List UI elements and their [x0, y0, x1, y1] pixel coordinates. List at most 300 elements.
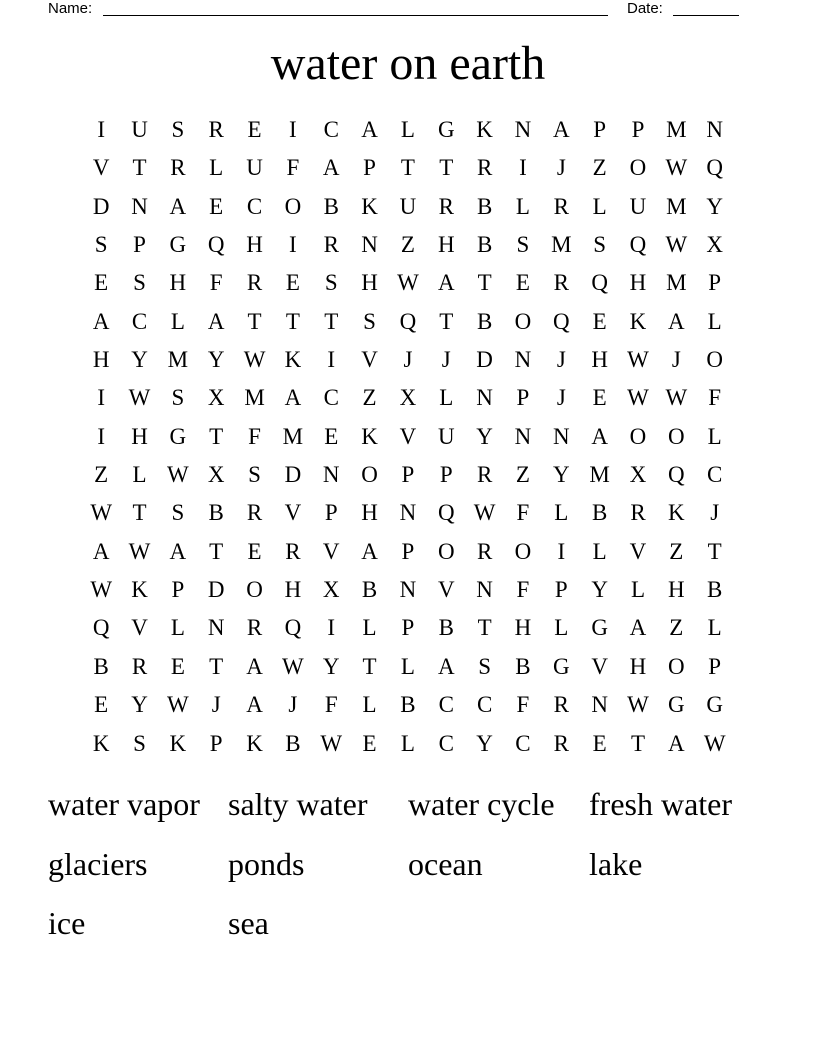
grid-letter: C — [438, 692, 454, 718]
grid-letter: P — [593, 117, 607, 142]
worksheet-header — [0, 0, 816, 20]
grid-letter: T — [247, 308, 262, 334]
grid-letter: X — [399, 385, 417, 411]
grid-letter: E — [94, 270, 109, 296]
word-list-item: glaciers — [48, 845, 148, 882]
grid-letter: K — [284, 347, 302, 373]
grid-letter: J — [671, 347, 681, 373]
grid-letter: G — [437, 117, 455, 142]
grid-letter: B — [285, 730, 301, 756]
grid-letter: T — [362, 653, 377, 679]
grid-letter: O — [514, 538, 532, 564]
grid-letter: P — [363, 155, 376, 181]
grid-letter: U — [437, 423, 455, 449]
grid-letter: B — [93, 653, 109, 679]
grid-letter: S — [171, 117, 185, 142]
grid-letter: C — [515, 730, 531, 756]
grid-letter: V — [92, 155, 110, 181]
grid-letter: L — [209, 155, 224, 181]
grid-letter: F — [286, 155, 300, 181]
grid-letter: D — [92, 193, 110, 219]
grid-letter: L — [707, 423, 722, 449]
grid-letter: M — [282, 423, 304, 449]
grid-letter: Y — [706, 193, 723, 219]
grid-letter: N — [514, 117, 532, 142]
grid-letter: W — [243, 347, 266, 373]
grid-letter: A — [284, 385, 302, 411]
grid-letter: L — [439, 385, 454, 411]
grid-letter: W — [703, 730, 726, 756]
grid-letter: A — [361, 117, 378, 142]
grid-letter: Y — [322, 653, 340, 679]
grid-letter: P — [708, 653, 722, 679]
word-list-item: ocean — [408, 845, 483, 882]
grid-letter: R — [553, 193, 569, 219]
grid-letter: S — [478, 653, 491, 679]
grid-letter: S — [516, 232, 530, 258]
word-search-grid — [82, 111, 734, 763]
grid-letter: V — [437, 577, 455, 603]
grid-letter: E — [247, 117, 262, 142]
grid-letter: F — [516, 577, 530, 603]
grid-letter: T — [400, 155, 415, 181]
grid-letter: P — [516, 385, 530, 411]
grid-letter: Z — [94, 462, 109, 488]
grid-letter: M — [167, 347, 189, 373]
grid-letter: K — [92, 730, 110, 756]
word-list-item: water cycle — [408, 786, 555, 822]
grid-letter: A — [591, 423, 608, 449]
grid-letter: B — [476, 308, 493, 334]
grid-letter: K — [361, 423, 378, 449]
grid-letter: E — [592, 385, 607, 411]
grid-letter: R — [553, 270, 569, 296]
word-list-item: sea — [228, 905, 269, 941]
grid-letter: W — [665, 155, 688, 181]
grid-letter: N — [706, 117, 723, 142]
grid-letter: O — [629, 155, 647, 181]
grid-letter: P — [401, 615, 415, 641]
grid-letter: N — [476, 577, 493, 603]
grid-letter: Y — [131, 347, 148, 373]
grid-letter: W — [627, 385, 649, 411]
grid-letter: P — [439, 462, 453, 488]
grid-letter: R — [630, 500, 646, 526]
grid-letter: J — [556, 347, 566, 373]
grid-letter: I — [327, 347, 336, 373]
grid-letter: R — [246, 270, 263, 296]
grid-letter: E — [515, 270, 530, 296]
grid-letter: R — [553, 692, 569, 718]
grid-letter: Q — [591, 270, 608, 296]
grid-letter: A — [246, 692, 263, 718]
grid-letter: W — [128, 538, 151, 564]
grid-letter: L — [592, 193, 607, 219]
grid-letter: L — [362, 692, 377, 718]
grid-letter: L — [592, 538, 607, 564]
grid-letter: K — [131, 577, 148, 603]
grid-letter: X — [322, 577, 340, 603]
grid-letter: P — [554, 577, 568, 603]
grid-letter: W — [128, 385, 151, 411]
grid-letter: K — [361, 193, 378, 219]
grid-letter: I — [557, 538, 566, 564]
grid-letter: W — [167, 462, 189, 488]
grid-letter: A — [207, 308, 225, 334]
grid-letter: T — [707, 538, 722, 564]
grid-letter: T — [209, 423, 224, 449]
grid-letter: C — [707, 462, 723, 488]
grid-letter: Y — [591, 577, 608, 603]
grid-letter: X — [207, 385, 225, 411]
grid-letter: N — [552, 423, 570, 449]
grid-letter: C — [323, 385, 339, 411]
grid-letter: W — [473, 500, 496, 526]
word-list-item: water vapor — [48, 786, 200, 822]
grid-letter: O — [361, 462, 378, 488]
grid-letter: B — [400, 692, 416, 718]
grid-letter: U — [629, 193, 647, 219]
grid-letter: D — [207, 577, 225, 603]
grid-letter: N — [131, 193, 148, 219]
grid-letter: L — [400, 117, 415, 142]
grid-letter: F — [516, 500, 530, 526]
grid-letter: W — [90, 577, 113, 603]
grid-letter: O — [437, 538, 455, 564]
grid-letter: L — [630, 577, 646, 603]
grid-letter: O — [668, 423, 685, 449]
grid-letter: A — [246, 653, 263, 679]
grid-letter: Q — [284, 615, 302, 641]
word-list-item: salty water — [228, 786, 368, 822]
word-list-item: ice — [48, 905, 86, 941]
grid-letter: R — [438, 193, 454, 219]
grid-letter: T — [285, 308, 300, 334]
grid-letter: F — [248, 423, 261, 449]
grid-letter: Q — [668, 462, 685, 488]
grid-letter: Q — [437, 500, 455, 526]
grid-letter: Y — [207, 347, 225, 373]
grid-letter: A — [552, 117, 570, 142]
page-title: water on earth — [270, 37, 546, 90]
grid-letter: Z — [400, 232, 415, 258]
grid-letter: R — [476, 538, 493, 564]
grid-letter: V — [591, 653, 608, 679]
grid-letter: I — [519, 155, 527, 181]
grid-letter: T — [209, 538, 224, 564]
grid-letter: W — [397, 270, 419, 296]
word-list-item: ponds — [228, 845, 305, 882]
grid-letter: X — [706, 232, 723, 258]
grid-letter: Z — [592, 155, 607, 181]
grid-letter: A — [668, 730, 685, 756]
word-list-item: fresh water — [589, 786, 733, 822]
grid-letter: L — [132, 462, 147, 488]
grid-letter: N — [399, 577, 417, 603]
grid-letter: S — [94, 232, 108, 258]
grid-letter: J — [556, 155, 566, 181]
grid-letter: L — [400, 730, 415, 756]
grid-letter: H — [169, 270, 187, 296]
grid-letter: T — [630, 730, 646, 756]
grid-letter: E — [592, 730, 607, 756]
grid-letter: V — [131, 615, 148, 641]
grid-letter: L — [707, 615, 722, 641]
grid-letter: U — [246, 155, 263, 181]
grid-letter: P — [631, 117, 645, 142]
grid-letter: H — [131, 423, 148, 449]
grid-letter: C — [131, 308, 148, 334]
grid-letter: N — [399, 500, 417, 526]
grid-letter: Q — [207, 232, 225, 258]
grid-letter: H — [437, 232, 455, 258]
grid-letter: T — [477, 615, 492, 641]
grid-letter: I — [97, 385, 105, 411]
grid-letter: A — [361, 538, 378, 564]
grid-letter: G — [169, 423, 187, 449]
grid-letter: B — [361, 577, 378, 603]
grid-letter: E — [285, 270, 300, 296]
grid-letter: O — [706, 347, 723, 373]
grid-letter: M — [666, 270, 687, 296]
grid-letter: B — [476, 193, 493, 219]
grid-letter: E — [362, 730, 377, 756]
grid-letter: O — [246, 577, 263, 603]
grid-letter: O — [284, 193, 302, 219]
grid-letter: V — [322, 538, 340, 564]
grid-letter: M — [244, 385, 265, 411]
grid-letter: D — [284, 462, 302, 488]
grid-letter: P — [708, 270, 722, 296]
grid-letter: C — [476, 692, 493, 718]
grid-letter: A — [437, 653, 455, 679]
grid-letter: N — [514, 347, 532, 373]
grid-letter: K — [246, 730, 263, 756]
grid-letter: Q — [629, 232, 647, 258]
grid-letter: A — [668, 308, 685, 334]
grid-letter: S — [593, 232, 607, 258]
grid-letter: H — [92, 347, 110, 373]
grid-letter: Z — [362, 385, 377, 411]
grid-letter: J — [556, 385, 566, 411]
grid-letter: L — [170, 615, 185, 641]
grid-letter: L — [554, 615, 569, 641]
grid-letter: W — [282, 653, 304, 679]
grid-letter: A — [169, 538, 187, 564]
grid-letter: V — [399, 423, 417, 449]
date-label: Date: — [627, 0, 663, 17]
grid-letter: R — [208, 117, 224, 142]
grid-letter: L — [400, 653, 415, 679]
grid-letter: G — [706, 692, 723, 718]
grid-letter: A — [437, 270, 455, 296]
grid-letter: V — [629, 538, 647, 564]
grid-letter: A — [629, 615, 647, 641]
grid-letter: B — [208, 500, 224, 526]
grid-letter: J — [441, 347, 451, 373]
grid-letter: H — [668, 577, 685, 603]
grid-letter: W — [320, 730, 343, 756]
grid-letter: E — [94, 692, 109, 718]
grid-letter: R — [285, 538, 301, 564]
grid-letter: C — [438, 730, 454, 756]
grid-letter: T — [324, 308, 339, 334]
grid-letter: Z — [515, 462, 530, 488]
grid-letter: C — [323, 117, 339, 142]
grid-letter: B — [323, 193, 339, 219]
grid-letter: Z — [669, 538, 684, 564]
grid-letter: Y — [552, 462, 570, 488]
grid-letter: P — [171, 577, 185, 603]
grid-letter: J — [710, 500, 720, 526]
grid-letter: H — [284, 577, 302, 603]
grid-letter: Y — [476, 730, 493, 756]
grid-letter: L — [707, 308, 722, 334]
grid-letter: O — [668, 653, 685, 679]
grid-letter: R — [553, 730, 569, 756]
grid-letter: R — [170, 155, 186, 181]
grid-letter: X — [629, 462, 647, 488]
grid-letter: Y — [131, 692, 148, 718]
grid-letter: U — [399, 193, 417, 219]
grid-letter: J — [288, 692, 298, 718]
grid-letter: T — [132, 500, 147, 526]
grid-letter: S — [171, 385, 185, 411]
grid-letter: P — [324, 500, 338, 526]
grid-letter: W — [665, 232, 688, 258]
grid-letter: N — [476, 385, 493, 411]
grid-letter: B — [515, 653, 531, 679]
grid-letter: S — [171, 500, 185, 526]
grid-letter: H — [591, 347, 608, 373]
grid-letter: M — [666, 117, 687, 142]
grid-letter: E — [209, 193, 224, 219]
grid-letter: B — [591, 500, 608, 526]
grid-letter: N — [591, 692, 608, 718]
grid-letter: M — [666, 193, 687, 219]
grid-letter: U — [131, 117, 148, 142]
grid-letter: Q — [92, 615, 110, 641]
grid-letter: V — [361, 347, 378, 373]
grid-letter: N — [361, 232, 378, 258]
grid-letter: I — [97, 117, 105, 142]
grid-letter: A — [92, 538, 110, 564]
grid-letter: P — [133, 232, 146, 258]
grid-letter: Q — [706, 155, 723, 181]
grid-letter: V — [284, 500, 302, 526]
grid-letter: G — [591, 615, 608, 641]
grid-letter: Q — [399, 308, 417, 334]
grid-letter: K — [629, 308, 647, 334]
word-list-item: lake — [589, 845, 643, 882]
grid-letter: L — [170, 308, 185, 334]
grid-letter: R — [476, 155, 493, 181]
grid-letter: B — [438, 615, 454, 641]
grid-letter: W — [90, 500, 113, 526]
grid-letter: B — [476, 232, 493, 258]
grid-letter: L — [554, 500, 569, 526]
grid-letter: M — [589, 462, 610, 488]
grid-letter: W — [627, 347, 649, 373]
grid-letter: T — [209, 653, 224, 679]
grid-letter: K — [668, 500, 685, 526]
grid-letter: I — [327, 615, 336, 641]
grid-letter: O — [629, 423, 647, 449]
grid-letter: A — [92, 308, 110, 334]
grid-letter: I — [289, 117, 297, 142]
grid-letter: I — [97, 423, 105, 449]
grid-letter: P — [209, 730, 223, 756]
grid-letter: H — [361, 500, 378, 526]
grid-letter: T — [439, 155, 454, 181]
grid-letter: S — [324, 270, 338, 296]
grid-letter: T — [477, 270, 492, 296]
name-blank-line — [103, 15, 608, 16]
grid-letter: L — [515, 193, 530, 219]
grid-letter: W — [167, 692, 189, 718]
name-label: Name: — [48, 0, 93, 17]
grid-letter: S — [133, 730, 146, 756]
grid-letter: T — [439, 308, 454, 334]
grid-letter: E — [592, 308, 607, 334]
grid-letter: N — [322, 462, 340, 488]
grid-letter: F — [209, 270, 223, 296]
grid-letter: G — [552, 653, 570, 679]
date-blank-line — [673, 15, 739, 16]
grid-letter: N — [207, 615, 225, 641]
grid-letter: J — [211, 692, 221, 718]
grid-letter: A — [169, 193, 187, 219]
grid-letter: R — [131, 653, 148, 679]
grid-letter: B — [707, 577, 723, 603]
grid-letter: E — [247, 538, 262, 564]
grid-letter: H — [514, 615, 532, 641]
grid-letter: A — [322, 155, 340, 181]
grid-letter: H — [629, 270, 647, 296]
grid-letter: F — [516, 692, 530, 718]
grid-letter: T — [132, 155, 147, 181]
grid-letter: H — [246, 232, 263, 258]
grid-letter: Z — [669, 615, 684, 641]
grid-letter: E — [170, 653, 185, 679]
grid-letter: R — [246, 615, 263, 641]
grid-letter: R — [323, 232, 339, 258]
grid-letter: S — [133, 270, 146, 296]
grid-letter: K — [169, 730, 187, 756]
grid-letter: F — [708, 385, 722, 411]
grid-letter: O — [514, 308, 532, 334]
grid-letter: M — [551, 232, 572, 258]
grid-letter: C — [246, 193, 263, 219]
grid-letter: Q — [552, 308, 570, 334]
grid-letter: R — [476, 462, 493, 488]
grid-letter: F — [324, 692, 338, 718]
grid-letter: P — [401, 462, 415, 488]
grid-letter: R — [246, 500, 263, 526]
grid-letter: H — [361, 270, 378, 296]
grid-letter: W — [665, 385, 688, 411]
grid-letter: W — [627, 692, 649, 718]
grid-letter: I — [289, 232, 297, 258]
grid-letter: X — [207, 462, 225, 488]
grid-letter: H — [629, 653, 647, 679]
grid-letter: E — [324, 423, 339, 449]
grid-letter: G — [668, 692, 685, 718]
grid-letter: L — [362, 615, 377, 641]
grid-letter: G — [169, 232, 187, 258]
grid-letter: D — [476, 347, 493, 373]
grid-letter: Y — [476, 423, 493, 449]
